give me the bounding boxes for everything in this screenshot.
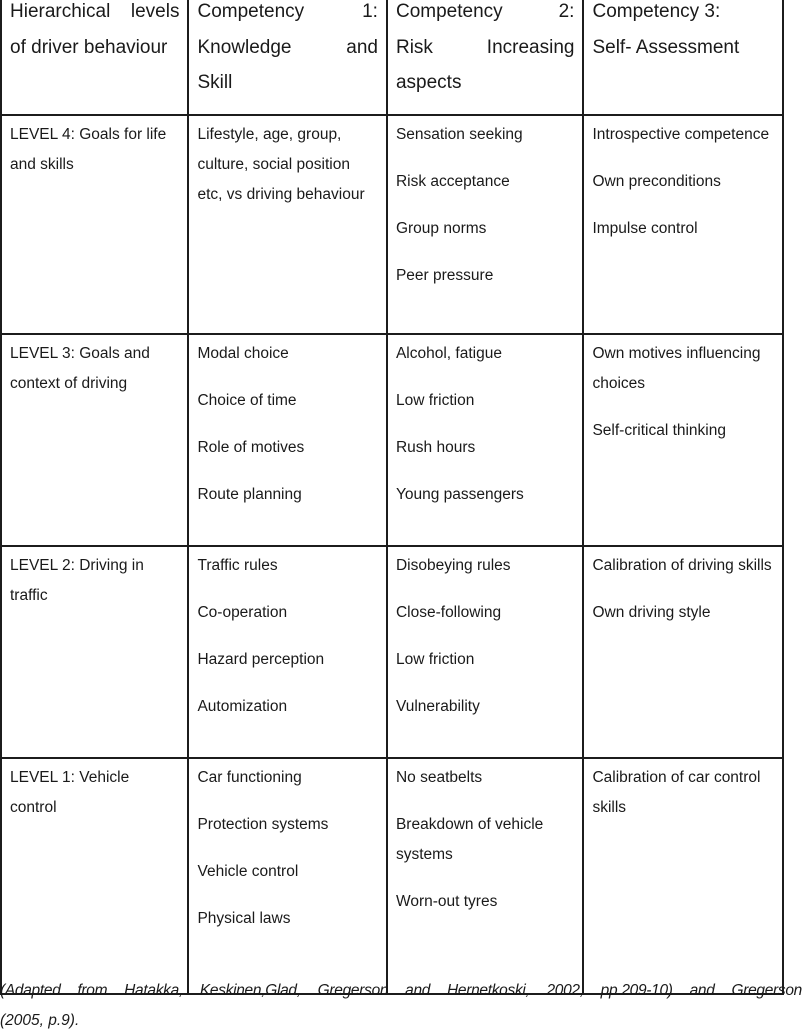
list-item: Route planning bbox=[197, 486, 302, 503]
list-item: Vehicle control bbox=[197, 863, 299, 880]
knowledge-skill-cell bbox=[188, 546, 387, 758]
list-item: Choice of time bbox=[197, 392, 297, 409]
header-competency-3: Competency 3: Self- Assessment bbox=[583, 0, 783, 115]
self-assessment-cell bbox=[583, 334, 783, 546]
list-item: Sensation seeking bbox=[395, 126, 523, 143]
table-row-level-3 bbox=[1, 334, 783, 546]
list-item: Alcohol, fatigue bbox=[395, 345, 502, 362]
header-hierarchical-levels: Hierarchical levels of driver behaviour bbox=[1, 0, 188, 115]
list-item: Disobeying rules bbox=[395, 557, 511, 574]
list-item: Physical laws bbox=[197, 910, 291, 927]
caption-line-2: (2005, p.9). bbox=[0, 1012, 80, 1029]
knowledge-skill-cell bbox=[188, 334, 387, 546]
risk-increasing-cell bbox=[387, 758, 584, 994]
list-item: Risk acceptance bbox=[395, 173, 510, 190]
list-item: Car functioning bbox=[197, 769, 302, 786]
list-item: Own motives influencing choices bbox=[592, 345, 761, 392]
list-item: Own driving style bbox=[592, 604, 711, 621]
table-row-level-1 bbox=[1, 758, 783, 994]
table-row-level-2 bbox=[1, 546, 783, 758]
list-item: Role of motives bbox=[197, 439, 305, 456]
list-item: Young passengers bbox=[395, 486, 524, 503]
knowledge-skill-cell bbox=[188, 115, 387, 334]
table-row-level-4 bbox=[1, 115, 783, 334]
list-item: Vulnerability bbox=[395, 698, 480, 715]
list-item: Low friction bbox=[395, 651, 475, 668]
self-assessment-cell bbox=[583, 758, 783, 994]
list-item: Co-operation bbox=[197, 604, 288, 621]
level-cell: LEVEL 2: Driving in traffic bbox=[1, 546, 188, 758]
list-item: Own preconditions bbox=[592, 173, 721, 190]
level-cell: LEVEL 4: Goals for life and skills bbox=[1, 115, 188, 334]
list-item: No seatbelts bbox=[395, 769, 483, 786]
header-row bbox=[1, 0, 783, 115]
list-item: Breakdown of vehicle systems bbox=[395, 816, 544, 863]
list-item: Introspective competence bbox=[592, 126, 770, 143]
risk-increasing-cell bbox=[387, 115, 584, 334]
risk-increasing-cell bbox=[387, 334, 584, 546]
list-item: Calibration of car control skills bbox=[592, 769, 761, 816]
header-competency-1: Competency 1: Knowledge and Skill bbox=[188, 0, 387, 115]
level-cell: LEVEL 3: Goals and context of driving bbox=[1, 334, 188, 546]
self-assessment-cell bbox=[583, 546, 783, 758]
list-item: Hazard perception bbox=[197, 651, 325, 668]
list-item: Modal choice bbox=[197, 345, 289, 362]
knowledge-skill-cell bbox=[188, 758, 387, 994]
list-item: Impulse control bbox=[592, 220, 698, 237]
list-item: Protection systems bbox=[197, 816, 329, 833]
header-competency-2: Competency 2: Risk Increasing aspects bbox=[387, 0, 584, 115]
table-caption bbox=[0, 976, 802, 1036]
list-item: Close-following bbox=[395, 604, 502, 621]
risk-increasing-cell bbox=[387, 546, 584, 758]
list-item: Self-critical thinking bbox=[592, 422, 726, 439]
list-item: Peer pressure bbox=[395, 267, 494, 284]
list-item: Rush hours bbox=[395, 439, 476, 456]
self-assessment-cell bbox=[583, 115, 783, 334]
list-item: Lifestyle, age, group, culture, social position etc, vs driving behaviour bbox=[197, 126, 365, 203]
list-item: Worn-out tyres bbox=[395, 893, 498, 910]
caption-line-1: (Adapted from Hatakka, Keskinen,Glad, Gregerson and Hernetkoski, 2002, pp.209-10) and Gregerson bbox=[0, 982, 802, 999]
list-item: Traffic rules bbox=[197, 557, 278, 574]
level-cell: LEVEL 1: Vehicle control bbox=[1, 758, 188, 994]
list-item: Calibration of driving skills bbox=[592, 557, 772, 574]
list-item: Low friction bbox=[395, 392, 475, 409]
list-item: Automization bbox=[197, 698, 288, 715]
list-item: Group norms bbox=[395, 220, 487, 237]
